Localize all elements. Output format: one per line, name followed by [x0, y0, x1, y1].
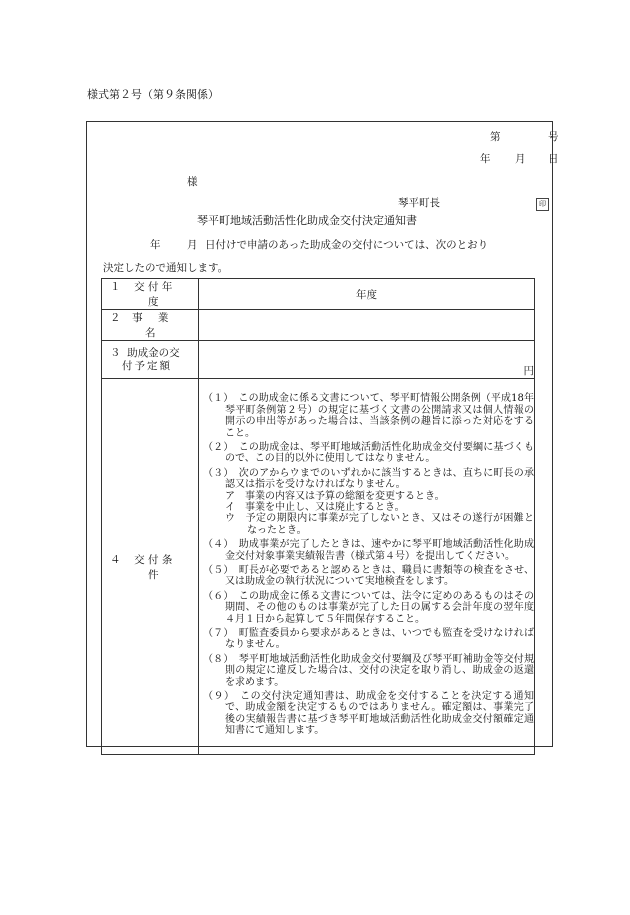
number-go: 号	[548, 131, 559, 143]
condition-8: （８） 琴平町地域活動活性化助成金交付要綱及び琴平町補助金等交付規則の規定に違反した場合は、交付の決定を取り消し、助成金の返還を求めます。	[203, 653, 534, 688]
planned-amount-value: 円	[199, 341, 535, 379]
intro-month: 月	[187, 239, 198, 251]
condition-9: （９） この交付決定通知書は、助成金を交付することを決定する通知で、助成金額を決定するものではありません。確定額は、事業完了後の実績報告書に基づき琴平町地域活動活性化助成金交付額確定通知書にて通知します。	[203, 691, 534, 737]
condition-2: （２） この助成金は、琴平町地域活動活性化助成金交付要綱に基づくもので、この目的以外に使用してはなりません。	[203, 441, 534, 465]
grant-items-table	[101, 278, 535, 755]
date-month: 月	[515, 153, 526, 165]
condition-3-u: ウ 予定の期限内に事業が完了しないとき、又はその遂行が困難となったとき。	[225, 513, 534, 536]
row-conditions: ４ 交 付 条 件 （１） この助成金に係る文書について、琴平町情報公開条例（平成18年琴平町条例第２号）の規定に基づく文書の公開請求又は個人情報の開示の申出等があった場合は、当該条例の趣旨に添った対応をすること。 （２） この助成金は、琴平町地域活動活性化助成金交付要綱に基づくもので、この目的以外に使用してはなりません。 （３） 次のアからウまでのいずれかに該当するときは、直ちに町長の承認又は指示を受けなければなりません。 ア 事業の内容又は予算の総額を変更するとき。 イ 事業を中止し、又は廃止するとき。 ウ 予定の期限内に事業が完了しないとき、又はその遂行が困難となったとき。 （４） 助成事業が完了したときは、速やかに琴平町地域活動活性化助成金交付対象事業実績報告書（様式第４号）を提出してください。 （５） 町長が必要であると認めるときは、職員に書類等の検査をさせ、又は助成金の執行状況について実地検査をします。 （６） この助成金に係る文書については、法令に定めのあるものはその期間、その他のものは事業が完了した日の属する会計年度の翌年度４月１日から起算して５年間保存すること。 （７） 町監査委員から要求があるときは、いつでも監査を受けなければなりません。 （８） 琴平町地域活動活性化助成金交付要綱及び琴平町補助金等交付規則の規定に違反した場合は、交付の決定を取り消し、助成金の返還を求めます。 （９） この交付決定通知書は、助成金を交付することを決定する通知で、助成金額を決定するものではありません。確定額は、事業完了後の実績報告書に基づき琴平町地域活動活性化助成金交付額確定通知書にて通知します。	[102, 379, 535, 755]
intro-line2: 決定したので通知します。	[103, 262, 229, 274]
row-project-name: ２ 事 業 名	[102, 310, 535, 341]
document-title: 琴平町地域活動活性化助成金交付決定通知書	[197, 214, 417, 227]
number-dai: 第	[490, 131, 501, 143]
row-fiscal-year: １ 交 付 年 度 年度	[102, 279, 535, 310]
fiscal-year-value: 年度	[199, 279, 535, 310]
condition-6: （６） この助成金に係る文書については、法令に定めのあるものはその期間、その他のものは事業が完了した日の属する会計年度の翌年度４月１日から起算して５年間保存すること。	[203, 590, 534, 625]
condition-3-a: ア 事業の内容又は予算の総額を変更するとき。	[225, 490, 445, 502]
intro-year: 年	[150, 239, 161, 251]
issuer-name: 琴平町長	[398, 197, 440, 209]
addressee-sama: 様	[187, 176, 198, 188]
condition-1: （１） この助成金に係る文書について、琴平町情報公開条例（平成18年琴平町条例第２号）の規定に基づく文書の公開請求又は個人情報の開示の申出等があった場合は、当該条例の趣旨に添った対応をすること。	[203, 393, 534, 439]
condition-4: （４） 助成事業が完了したときは、速やかに琴平町地域活動活性化助成金交付対象事業実績報告書（様式第４号）を提出してください。	[203, 539, 534, 562]
condition-5: （５） 町長が必要であると認めるときは、職員に書類等の検査をさせ、又は助成金の執行状況について実地検査をします。	[203, 565, 534, 588]
condition-3: （３） 次のアからウまでのいずれかに該当するときは、直ちに町長の承認又は指示を受けなければなりません。	[203, 467, 534, 491]
condition-7: （７） 町監査委員から要求があるときは、いつでも監査を受けなければなりません。	[203, 628, 534, 651]
condition-3-i: イ 事業を中止し、又は廃止するとき。	[225, 501, 405, 513]
row-planned-amount: ３ 助成金の交 付予定額 円	[102, 341, 535, 379]
date-day: 日	[548, 153, 559, 165]
intro-line1: 日付けで申請のあった助成金の交付については、次のとおり	[205, 239, 489, 251]
project-name-value	[199, 310, 535, 341]
seal-mark: 印	[536, 197, 549, 211]
date-year: 年	[480, 153, 491, 165]
conditions-list	[199, 379, 535, 755]
form-number: 様式第２号（第９条関係）	[87, 88, 219, 101]
